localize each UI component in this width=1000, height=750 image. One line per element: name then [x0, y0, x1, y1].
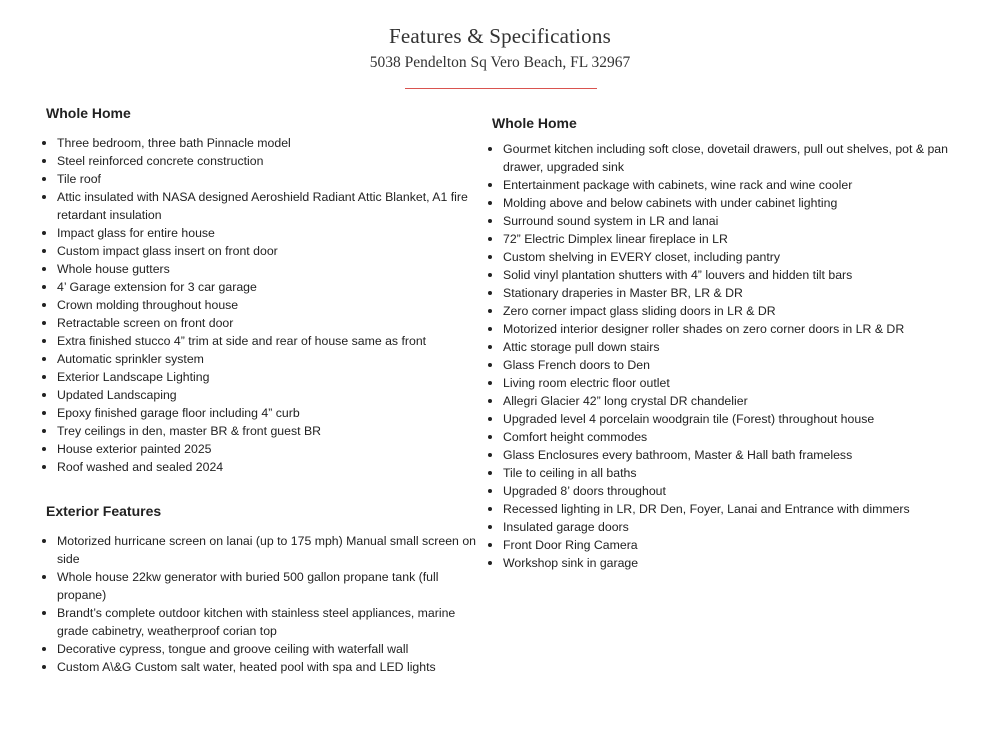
list-item: Epoxy finished garage floor including 4” curb — [46, 404, 476, 422]
list-item: Glass French doors to Den — [492, 356, 962, 374]
list-item: Brandt’s complete outdoor kitchen with stainless steel appliances, marine grade cabinetry, weatherproof corian top — [46, 604, 476, 640]
list-item: Surround sound system in LR and lanai — [492, 212, 962, 230]
list-item: 72” Electric Dimplex linear fireplace in LR — [492, 230, 962, 248]
list-item: Upgraded level 4 porcelain woodgrain tile (Forest) throughout house — [492, 410, 962, 428]
right-column — [492, 113, 962, 572]
list-item: Motorized interior designer roller shades on zero corner doors in LR & DR — [492, 320, 962, 338]
list-item: Allegri Glacier 42” long crystal DR chandelier — [492, 392, 962, 410]
list-item: Entertainment package with cabinets, wine rack and wine cooler — [492, 176, 962, 194]
list-item: Roof washed and sealed 2024 — [46, 458, 476, 476]
whole-home-list — [46, 134, 476, 476]
list-item: Gourmet kitchen including soft close, dovetail drawers, pull out shelves, pot & pan drawer, upgraded sink — [492, 140, 962, 176]
section-title-whole-home-2: Whole Home — [492, 115, 577, 131]
list-item: Zero corner impact glass sliding doors in LR & DR — [492, 302, 962, 320]
list-item: Motorized hurricane screen on lanai (up to 175 mph) Manual small screen on side — [46, 532, 476, 568]
list-item: Crown molding throughout house — [46, 296, 476, 314]
list-item: Solid vinyl plantation shutters with 4” louvers and hidden tilt bars — [492, 266, 962, 284]
list-item: Tile to ceiling in all baths — [492, 464, 962, 482]
title-divider — [405, 88, 597, 89]
section-spacer — [46, 476, 476, 501]
list-item: Attic storage pull down stairs — [492, 338, 962, 356]
list-item: Custom impact glass insert on front door — [46, 242, 476, 260]
list-item: Comfort height commodes — [492, 428, 962, 446]
list-item: Extra finished stucco 4” trim at side and rear of house same as front — [46, 332, 476, 350]
list-item: House exterior painted 2025 — [46, 440, 476, 458]
list-item: Automatic sprinkler system — [46, 350, 476, 368]
list-item: Decorative cypress, tongue and groove ceiling with waterfall wall — [46, 640, 476, 658]
list-item: Custom A\&G Custom salt water, heated pool with spa and LED lights — [46, 658, 476, 676]
list-item: Tile roof — [46, 170, 476, 188]
list-item: Upgraded 8’ doors throughout — [492, 482, 962, 500]
list-item: Impact glass for entire house — [46, 224, 476, 242]
list-item: Living room electric floor outlet — [492, 374, 962, 392]
list-item: Molding above and below cabinets with under cabinet lighting — [492, 194, 962, 212]
list-item: Retractable screen on front door — [46, 314, 476, 332]
list-item: Whole house 22kw generator with buried 500 gallon propane tank (full propane) — [46, 568, 476, 604]
list-item: Custom shelving in EVERY closet, including pantry — [492, 248, 962, 266]
list-item: Attic insulated with NASA designed Aeroshield Radiant Attic Blanket, A1 fire retardant insulation — [46, 188, 476, 224]
list-item: Steel reinforced concrete construction — [46, 152, 476, 170]
list-item: Whole house gutters — [46, 260, 476, 278]
whole-home-list-2 — [492, 140, 962, 572]
list-item: 4’ Garage extension for 3 car garage — [46, 278, 476, 296]
list-item: Workshop sink in garage — [492, 554, 962, 572]
section-title-exterior: Exterior Features — [46, 503, 162, 519]
document-header — [0, 22, 1000, 74]
list-item: Updated Landscaping — [46, 386, 476, 404]
left-column — [46, 103, 476, 676]
list-item: Recessed lighting in LR, DR Den, Foyer, Lanai and Entrance with dimmers — [492, 500, 962, 518]
list-item: Stationary draperies in Master BR, LR & DR — [492, 284, 962, 302]
exterior-features-list — [46, 532, 476, 676]
list-item: Exterior Landscape Lighting — [46, 368, 476, 386]
list-item: Insulated garage doors — [492, 518, 962, 536]
list-item: Three bedroom, three bath Pinnacle model — [46, 134, 476, 152]
list-item: Trey ceilings in den, master BR & front guest BR — [46, 422, 476, 440]
property-address: 5038 Pendelton Sq Vero Beach, FL 32967 — [369, 54, 631, 71]
page-title: Features & Specifications — [389, 24, 611, 48]
list-item: Front Door Ring Camera — [492, 536, 962, 554]
list-item: Glass Enclosures every bathroom, Master & Hall bath frameless — [492, 446, 962, 464]
section-title-whole-home: Whole Home — [46, 105, 131, 121]
